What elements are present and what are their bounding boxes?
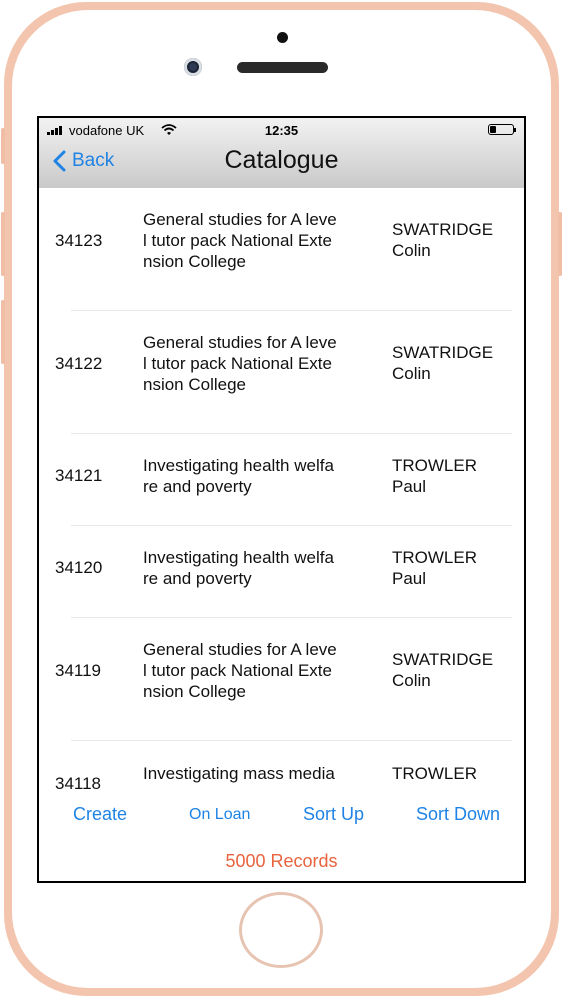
- row-author: [392, 547, 522, 589]
- row-title-line: nsion College: [143, 375, 247, 394]
- volume-down-button: [1, 300, 5, 364]
- row-title: [143, 209, 371, 272]
- row-title-line: re and poverty: [143, 569, 252, 588]
- row-author-line: Paul: [392, 477, 427, 496]
- table-row[interactable]: [39, 188, 524, 311]
- catalogue-list[interactable]: [39, 188, 524, 793]
- row-id: 34121: [55, 466, 103, 485]
- row-title-line: General studies for A leve: [143, 210, 337, 229]
- row-title-line: General studies for A leve: [143, 333, 337, 352]
- row-author-line: SWATRIDGE: [392, 343, 494, 362]
- row-title-line: Investigating health welfa: [143, 548, 334, 567]
- row-title: [143, 455, 371, 497]
- row-title: [143, 639, 371, 702]
- battery-level: [490, 126, 496, 133]
- row-author-line: SWATRIDGE: [392, 220, 494, 239]
- row-title: [143, 547, 371, 589]
- mute-switch: [1, 128, 5, 164]
- row-author-line: Colin: [392, 671, 431, 690]
- row-author: [392, 219, 522, 261]
- row-title-line: nsion College: [143, 682, 247, 701]
- row-title-line: Investigating health welfa: [143, 456, 334, 475]
- navigation-bar: [39, 118, 524, 188]
- row-author-line: TROWLER: [392, 548, 477, 567]
- screen: [37, 116, 526, 883]
- front-camera: [184, 58, 202, 76]
- row-author-line: TROWLER: [392, 764, 477, 783]
- proximity-sensor: [277, 32, 288, 43]
- row-title-line: General studies for A leve: [143, 640, 337, 659]
- table-row[interactable]: [39, 526, 524, 618]
- row-author: [392, 342, 522, 384]
- records-count: 5000 Records: [225, 851, 338, 871]
- page-title: Catalogue: [224, 146, 339, 174]
- row-id: 34120: [55, 558, 103, 577]
- carrier-name: vodafone UK: [69, 123, 145, 138]
- row-title-line: l tutor pack National Exte: [143, 661, 332, 680]
- sort-up-button[interactable]: Sort Up: [303, 804, 365, 824]
- row-author-line: Colin: [392, 241, 431, 260]
- row-author: [392, 455, 522, 497]
- create-button[interactable]: Create: [73, 804, 128, 824]
- row-id: 34119: [55, 661, 102, 680]
- table-row[interactable]: [39, 618, 524, 741]
- back-label: Back: [72, 150, 115, 171]
- row-author-line: SWATRIDGE: [392, 650, 494, 669]
- row-id: 34123: [55, 231, 103, 250]
- row-title: [143, 332, 371, 395]
- battery-icon: [488, 124, 514, 135]
- row-title-line: l tutor pack National Exte: [143, 354, 332, 373]
- power-button: [558, 212, 562, 276]
- row-id: 34122: [55, 354, 103, 373]
- row-title-line: re and poverty: [143, 477, 252, 496]
- status-bar: [39, 118, 524, 142]
- row-title-line: l tutor pack National Exte: [143, 231, 332, 250]
- on-loan-button[interactable]: On Loan: [189, 806, 251, 823]
- row-author-line: Paul: [392, 569, 427, 588]
- bottom-toolbar: [39, 780, 524, 828]
- earpiece-speaker: [237, 62, 328, 73]
- row-author: [392, 649, 522, 691]
- volume-up-button: [1, 212, 5, 276]
- row-title-line: Investigating mass media: [143, 764, 335, 783]
- sort-down-button[interactable]: Sort Down: [416, 804, 501, 824]
- table-row[interactable]: [39, 434, 524, 526]
- row-author-line: TROWLER: [392, 456, 477, 475]
- home-button[interactable]: [239, 892, 323, 968]
- table-row[interactable]: [39, 311, 524, 434]
- row-title-line: nsion College: [143, 252, 247, 271]
- row-id: 34118: [55, 774, 102, 793]
- row-author-line: Colin: [392, 364, 431, 383]
- status-time: 12:35: [264, 123, 299, 138]
